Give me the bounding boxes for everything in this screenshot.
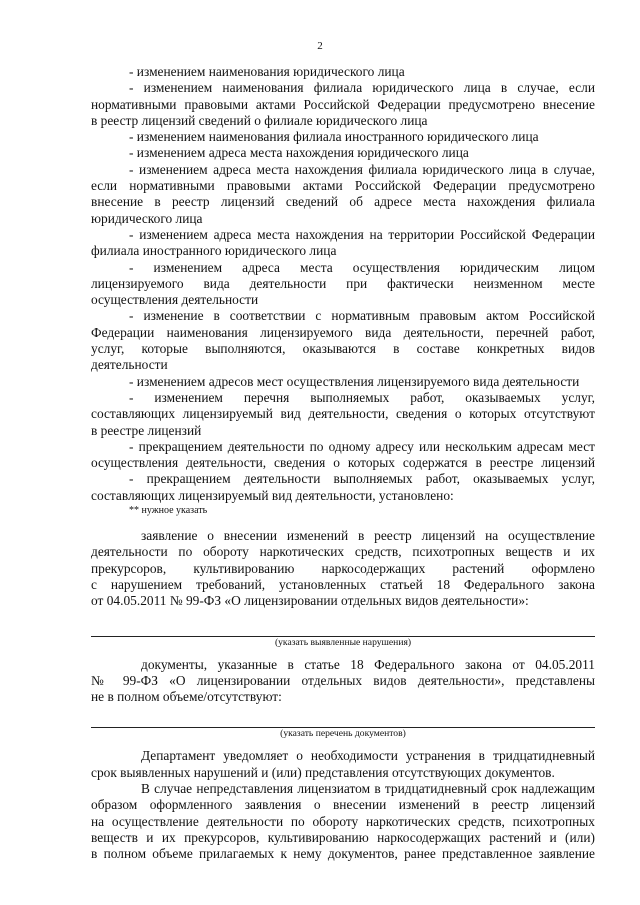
list-item: - изменением наименования юридического лица [129,64,405,79]
list-item-continuation: Федерации наименования лицензируемого вида деятельности, перечней работ, [91,324,595,340]
document-body [91,64,595,862]
list-item: - изменением адреса места осуществления юридическим лицом [129,259,595,275]
paragraph-line: Департамент уведомляет о необходимости устранения в тридцатидневный [141,748,595,764]
list-item: - изменением наименования филиала иностранного юридического лица [129,129,539,145]
paragraph-line: на осуществление деятельности по обороту наркотических средств, психотропных [91,813,595,829]
field-caption: (указать выявленные нарушения) [274,636,412,648]
page-number: 2 [317,40,323,52]
paragraph-line: В случае непредставления лицензиатом в тридцатидневный срок надлежащим [141,780,595,796]
list-item: - прекращением деятельности выполняемых работ, оказываемых услуг, [129,471,595,487]
paragraph-line: документы, указанные в статье 18 Федерального закона от 04.05.2011 [141,656,595,672]
list-item-continuation: составляющих лицензируемый вид деятельности, установлено: [91,487,454,503]
paragraph-line: № 99-ФЗ «О лицензировании отдельных видов деятельности», представлены [91,672,595,688]
field-caption: (указать перечень документов) [280,728,406,740]
list-item-continuation: внесение в реестр лицензий сведений об адресе места нахождения филиала [91,194,595,210]
list-item: - прекращением деятельности по одному адресу или нескольким адресам мест [129,438,595,454]
list-item-continuation: лицензируемого вида деятельности при фактически неизменном месте [91,275,595,291]
list-item: - изменением адресов мест осуществления лицензируемого вида деятельности [129,373,580,389]
paragraph-line: прекурсоров, культивированию наркосодержащих растений оформлено [91,560,595,576]
list-item-continuation: в реестре лицензий [91,422,202,438]
footnote: ** нужное указать [129,505,208,517]
list-item-continuation: филиала иностранного юридического лица [91,243,337,259]
list-item-continuation: осуществления деятельности [91,292,259,308]
list-item: - изменением адреса места нахождения филиала юридического лица в случае, [129,161,595,177]
list-item: - изменением адреса места нахождения юридического лица [129,145,469,161]
paragraph-line: веществ и их прекурсоров, культивированию наркосодержащих растений и (или) [91,829,595,845]
list-item-continuation: нормативными правовыми актами Российской Федерации предусмотрено внесение [91,96,595,112]
list-item-continuation: деятельности [91,357,168,373]
list-item-continuation: составляющих лицензируемый вид деятельности, сведения о которых отсутствуют [91,406,595,422]
paragraph-line: заявление о внесении изменений в реестр лицензий на осуществление [141,528,595,544]
list-item: - изменением адреса места нахождения на территории Российской Федерации [129,226,595,242]
list-item: - изменение в соответствии с нормативным правовым актом Российской [129,308,595,324]
list-item-continuation: если нормативными правовыми актами Российской Федерации предусмотрено [91,178,595,194]
paragraph-line: с нарушением требований, установленных статьей 18 Федерального закона [91,576,595,592]
list-item: - изменением перечня выполняемых работ, оказываемых услуг, [129,389,595,405]
paragraph-line: в полном объеме прилагаемых к нему документов, ранее представленное заявление [91,846,595,862]
paragraph-line: образом оформленного заявления о внесении изменений в реестр лицензий [91,797,595,813]
list-item-continuation: осуществления деятельности, сведения о которых содержатся в реестре лицензий [91,455,595,471]
paragraph-line: срок выявленных нарушений и (или) представления отсутствующих документов. [91,764,555,780]
list-item: - изменением наименования филиала юридического лица в случае, если [129,80,595,96]
list-item-continuation: юридического лица [91,210,203,226]
paragraph-line: деятельности по обороту наркотических средств, психотропных веществ и их [91,544,595,560]
paragraph-line: не в полном объеме/отсутствуют: [91,689,282,705]
paragraph-line: от 04.05.2011 № 99-ФЗ «О лицензировании отдельных видов деятельности»: [91,593,529,609]
list-item-continuation: услуг, которые выполняются, оказываются в составе конкретных видов [91,341,595,357]
list-item-continuation: в реестр лицензий сведений о филиале юридического лица [91,112,428,128]
